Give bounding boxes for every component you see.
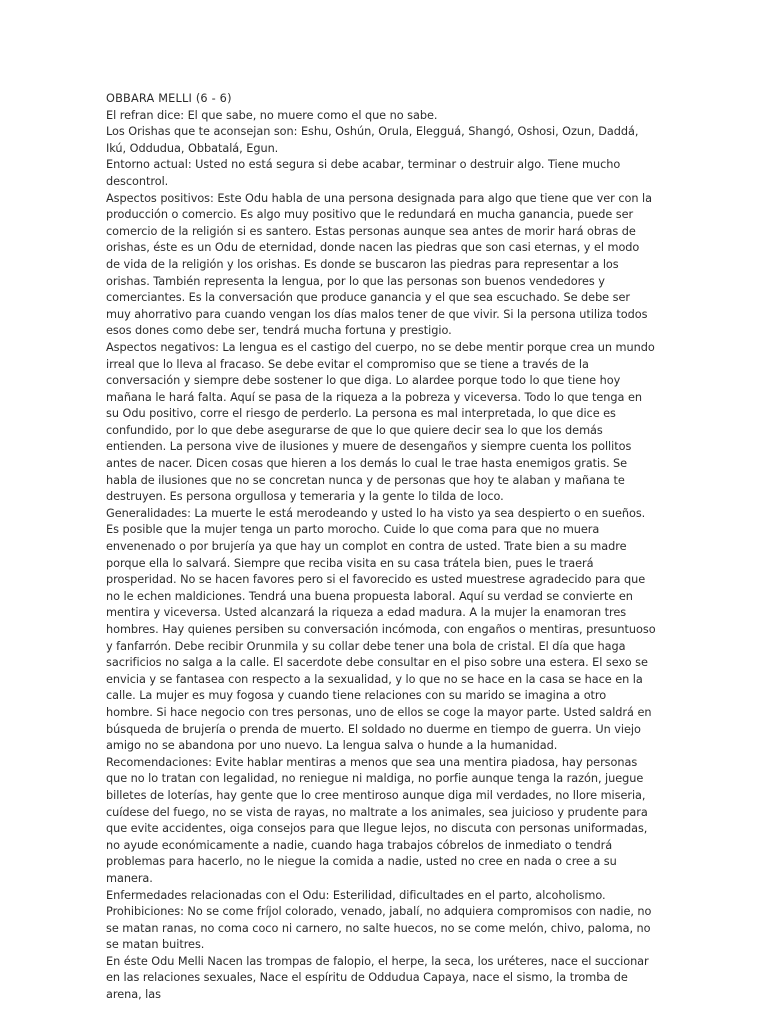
positive-aspects-paragraph: Aspectos positivos: Este Odu habla de una persona designada para algo que tiene que ver con la producción o comercio. Es algo muy positivo que le redundará en mucha ganancia, puede ser comercio de la religión si es santero. Estas personas aunque sea antes de morir hará obras de orishas, éste es un Odu de eternidad, donde nacen las piedras que son casi eternas, y el modo de vida de la religión y los orishas. Es donde se buscaron las piedras para representar a los orishas. También representa la lengua, por lo que las personas son buenos vendedores y comerciantes. Es la conversación que produce ganancia y el que sea escuchado. Se debe ser muy ahorrativo para cuando vengan los días malos tener de que vivir. Si la persona utiliza todos esos dones como debe ser, tendrá mucha fortuna y prestigio.: [106, 191, 652, 338]
recommendations-paragraph: Recomendaciones: Evite hablar mentiras a menos que sea una mentira piadosa, hay personas que no lo tratan con legalidad, no reniegue ni maldiga, no porfie aunque tenga la razón, juegue billetes de loterías, hay gente que lo cree mentiroso aunque diga mil verdades, no llore miseria, cuídese del fuego, no se vista de rayas, no maltrate a los animales, sea juicioso y prudente para que evite accidentes, oiga consejos para que llegue lejos, no discuta con personas uniformadas, no ayude económicamente a nadie, cuando haga trabajos cóbrelos de inmediato o tendrá problemas para hacerlo, no le niegue la comida a nadie, usted no cree en nada o cree a su manera.: [106, 755, 648, 885]
negative-aspects-paragraph: Aspectos negativos: La lengua es el castigo del cuerpo, no se debe mentir porque crea un mundo irreal que lo lleva al fracaso. Se debe evitar el compromiso que se tiene a través de la conversación y siempre debe sostener lo que diga. Lo alardee porque todo lo que tiene hoy mañana le hará falta. Aquí se pasa de la riqueza a la pobreza y viceversa. Todo lo que tenga en su Odu positivo, corre el riesgo de perderlo. La persona es mal interpretada, lo que dice es confundido, por lo que debe asegurarse de que lo que quiere decir sea lo que los demás entienden. La persona vive de ilusiones y muere de desengaños y siempre cuenta los pollitos antes de nacer. Dicen cosas que hieren a los demás lo cual le trae hasta enemigos gratis. Se habla de ilusiones que no se concretan nunca y de personas que hoy te alaban y mañana te destruyen. Es persona orgullosa y temeraria y la gente lo tilda de loco.: [106, 340, 655, 504]
orishas-paragraph: Los Orishas que te aconsejan son: Eshu, Oshún, Orula, Elegguá, Shangó, Oshosi, Ozun, Daddá, Ikú, Oddudua, Obbatalá, Egun.: [106, 125, 639, 155]
origins-paragraph: En éste Odu Melli Nacen las trompas de falopio, el herpe, la seca, los uréteres, nace el succionar en las relaciones sexuales, Nace el espíritu de Oddudua Capaya, nace el sismo, la tromba de arena, las: [106, 954, 649, 1002]
document-title: OBBARA MELLI (6 - 6): [106, 92, 232, 105]
prohibitions-paragraph: Prohibiciones: No se come fríjol colorado, venado, jabalí, no adquiera compromisos con nadie, no se matan ranas, no coma coco ni carnero, no salte huecos, no se come melón, chivo, paloma, no se matan buitres.: [106, 905, 652, 952]
generalities-paragraph: Generalidades: La muerte le está merodeando y usted lo ha visto ya sea despierto o en sueños. Es posible que la mujer tenga un parto morocho. Cuide lo que coma para que no muera envenenado o por brujería ya que hay un complot en contra de usted. Trate bien a su madre porque ella lo salvará. Siempre que reciba visita en su casa trátela bien, pues le traerá prosperidad. No se hacen favores pero si el favorecido es usted muestrese agradecido para que no le echen maldiciones. Tendrá una buena propuesta laboral. Aquí su verdad se convierte en mentira y viceversa. Usted alcanzará la riqueza a edad madura. A la mujer la enamoran tres hombres. Hay quienes persiben su conversación incómoda, con engaños o mentiras, presuntuoso y fanfarrón. Debe recibir Orunmila y su collar debe tener una bola de cristal. El día que haga sacrificios no salga a la calle. El sacerdote debe consultar en el piso sobre una estera. El sexo se envicia y se fantasea con respecto a la sexualidad, y lo que no se hace en la casa se hace en la calle. La mujer es muy fogosa y cuando tiene relaciones con su marido se imagina a otro hombre. Si hace negocio con tres personas, uno de ellos se coge la mayor parte. Usted saldrá en búsqueda de brujería o prenda de muerto. El soldado no duerme en tiempo de guerra. Un viejo amigo no se abandona por uno nuevo. La lengua salva o hunde a la humanidad.: [106, 506, 656, 753]
document-page: [106, 91, 656, 1004]
current-environment-paragraph: Entorno actual: Usted no está segura si debe acabar, terminar o destruir algo. Tiene mucho descontrol.: [106, 158, 621, 188]
proverb-paragraph: El refran dice: El que sabe, no muere como el que no sabe.: [106, 108, 438, 122]
illnesses-paragraph: Enfermedades relacionadas con el Odu: Esterilidad, dificultades en el parto, alcoholismo.: [106, 888, 606, 902]
